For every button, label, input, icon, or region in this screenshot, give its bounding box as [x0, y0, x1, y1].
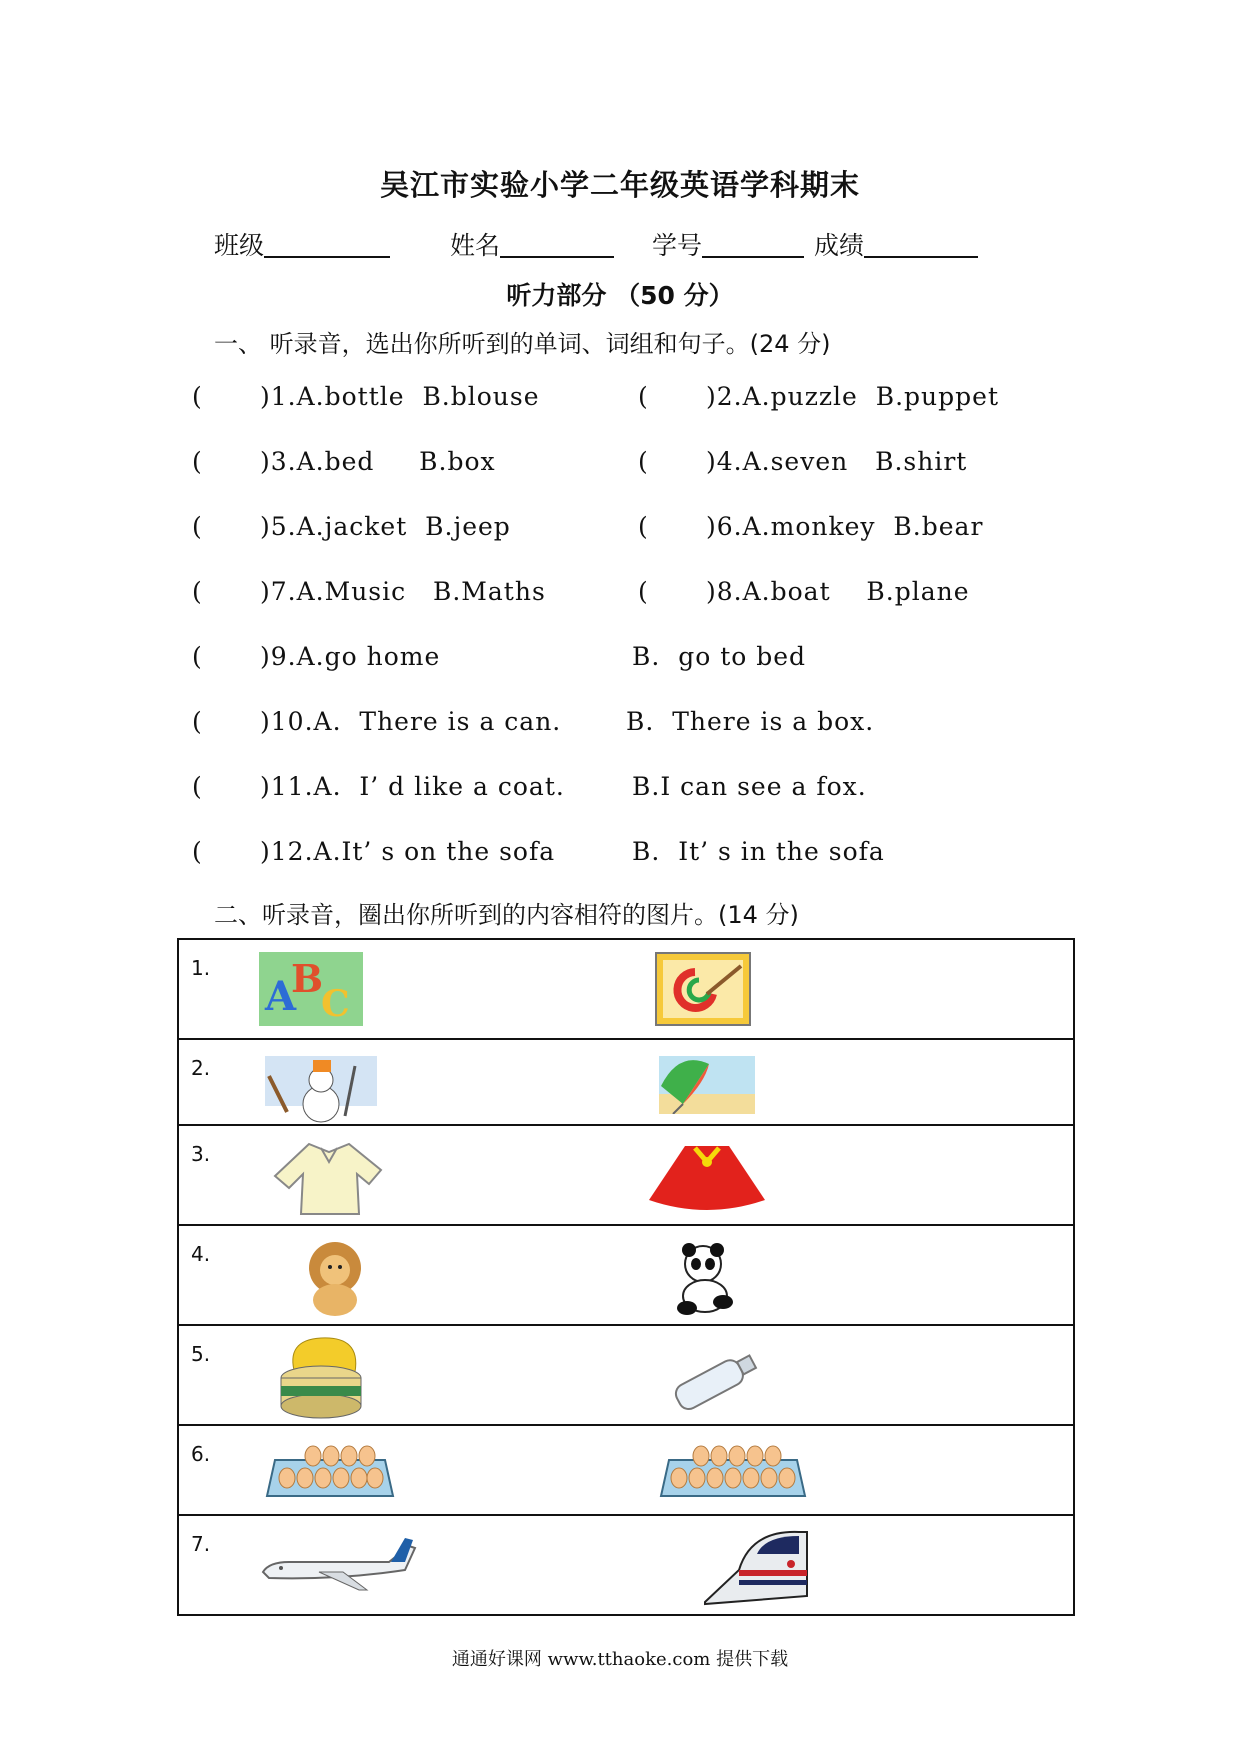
red-cape-icon[interactable] [645, 1138, 769, 1218]
tin-can-icon[interactable] [275, 1334, 369, 1420]
row-number: 7. [191, 1532, 211, 1556]
picture-row [178, 1125, 1074, 1225]
question-10-option-a: )10.A. There is a can. [260, 707, 562, 736]
airplane-icon[interactable] [259, 1532, 419, 1598]
egg-tray-10-icon[interactable] [265, 1444, 395, 1502]
painting-icon[interactable] [655, 952, 751, 1026]
class-field[interactable] [214, 226, 390, 262]
question-5: )5.A.jacket B.jeep [260, 512, 511, 541]
picture-row [178, 1425, 1074, 1515]
answer-paren[interactable]: ( [638, 382, 648, 411]
row-number: 4. [191, 1242, 211, 1266]
page-title: 吴江市实验小学二年级英语学科期末 [379, 168, 860, 202]
picture-row [178, 1225, 1074, 1325]
svg-text:A: A [265, 973, 297, 1020]
question-3: )3.A.bed B.box [260, 447, 496, 476]
question-8: )8.A.boat B.plane [706, 577, 970, 606]
answer-paren[interactable]: ( [638, 577, 648, 606]
abc-letters-icon[interactable] [259, 952, 363, 1026]
student-number-field[interactable] [652, 226, 804, 262]
name-label: 姓名 [450, 231, 501, 260]
student-number-label: 学号 [652, 231, 703, 260]
name-field[interactable] [450, 226, 614, 262]
snowman-icon[interactable] [265, 1056, 377, 1124]
picture-table [177, 938, 1075, 1616]
row-number: 1. [191, 956, 211, 980]
answer-paren[interactable]: ( [638, 512, 648, 541]
answer-paren[interactable]: ( [192, 512, 202, 541]
question-9-option-b: B. go to bed [632, 642, 807, 671]
picture-row [178, 1325, 1074, 1425]
row-number: 6. [191, 1442, 211, 1466]
shirt-icon[interactable] [269, 1138, 389, 1218]
section1-heading: 一、 听录音，选出你所听到的单词、词组和句子。(24 分) [214, 330, 831, 358]
answer-paren[interactable]: ( [192, 837, 202, 866]
egg-tray-12-icon[interactable] [659, 1444, 807, 1502]
answer-paren[interactable]: ( [192, 772, 202, 801]
section2-heading: 二、听录音，圈出你所听到的内容相符的图片。(14 分) [214, 901, 799, 929]
class-label: 班级 [214, 231, 265, 260]
question-10-option-b: B. There is a box. [626, 707, 875, 736]
footer-credit: 通通好课网 www.tthaoke.com 提供下载 [451, 1649, 789, 1670]
row-number: 2. [191, 1056, 211, 1080]
answer-paren[interactable]: ( [192, 382, 202, 411]
svg-text:C: C [321, 983, 350, 1025]
score-label: 成绩 [814, 231, 865, 260]
question-11-option-a: )11.A. I’ d like a coat. [260, 772, 565, 801]
row-number: 3. [191, 1142, 211, 1166]
question-1: )1.A.bottle B.blouse [260, 382, 540, 411]
answer-paren[interactable]: ( [192, 642, 202, 671]
beach-umbrella-icon[interactable] [659, 1056, 755, 1114]
question-4: )4.A.seven B.shirt [706, 447, 968, 476]
panda-icon[interactable] [669, 1242, 739, 1318]
answer-paren[interactable]: ( [192, 707, 202, 736]
question-11-option-b: B.I can see a fox. [632, 772, 867, 801]
water-bottle-icon[interactable] [663, 1342, 769, 1418]
question-12-option-a: )12.A.It’ s on the sofa [260, 837, 556, 866]
picture-row [178, 939, 1074, 1039]
lion-icon[interactable] [297, 1238, 373, 1320]
name-blank[interactable] [500, 232, 614, 258]
picture-row [178, 1515, 1074, 1615]
question-7: )7.A.Music B.Maths [260, 577, 546, 606]
question-12-option-b: B. It’ s in the sofa [632, 837, 885, 866]
class-blank[interactable] [264, 232, 390, 258]
question-9-option-a: )9.A.go home [260, 642, 441, 671]
svg-text:B: B [291, 956, 324, 1001]
score-field[interactable] [814, 226, 978, 262]
listening-subtitle: 听力部分 （50 分） [506, 281, 734, 310]
answer-paren[interactable]: ( [192, 577, 202, 606]
answer-paren[interactable]: ( [192, 447, 202, 476]
train-icon[interactable] [699, 1524, 813, 1606]
answer-paren[interactable]: ( [638, 447, 648, 476]
student-number-blank[interactable] [702, 232, 804, 258]
question-6: )6.A.monkey B.bear [706, 512, 984, 541]
row-number: 5. [191, 1342, 211, 1366]
picture-row [178, 1039, 1074, 1125]
question-2: )2.A.puzzle B.puppet [706, 382, 1000, 411]
score-blank[interactable] [864, 232, 978, 258]
